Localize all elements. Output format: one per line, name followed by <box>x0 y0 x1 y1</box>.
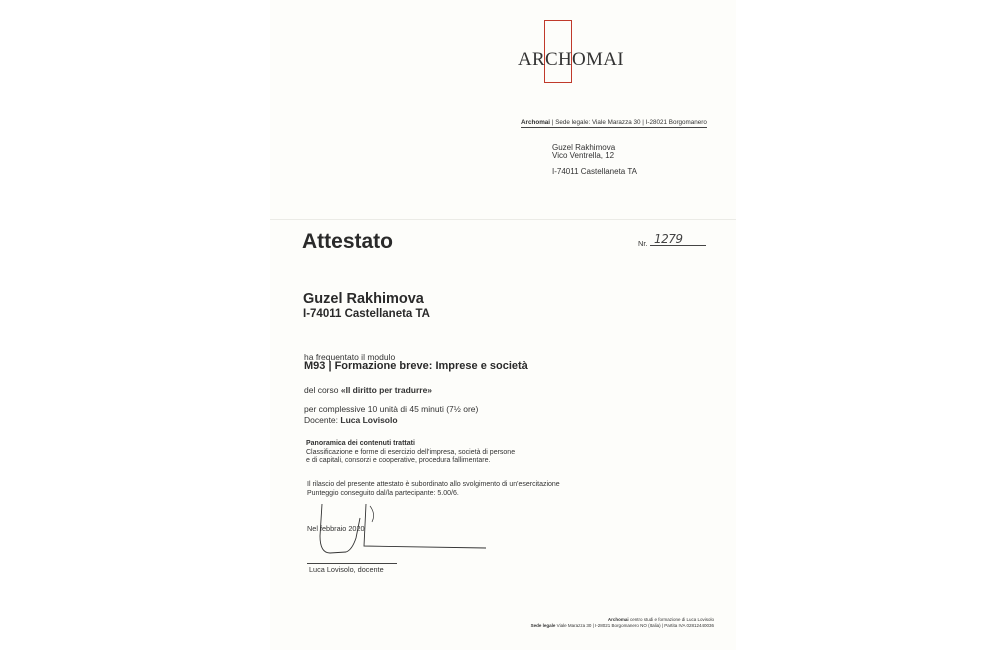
teacher-line: Docente: Luca Lovisolo <box>304 415 398 425</box>
teacher-name: Luca Lovisolo <box>340 415 398 425</box>
recipient-city: I-74011 Castellaneta TA <box>552 167 637 176</box>
overview-line-1: Classificazione e forme di esercizio dell'impresa, società di persone <box>306 449 516 456</box>
recipient-street: Vico Ventrella, 12 <box>552 151 615 160</box>
fold-line <box>270 219 736 220</box>
conditions-line-2: Punteggio conseguito dal/la partecipante: 5.00/6. <box>307 490 459 497</box>
course-name: «Il diritto per tradurre» <box>340 385 433 395</box>
issue-date: Nel febbraio 2020 <box>307 524 365 533</box>
overview-line-2: e di capitali, consorzi e cooperative, procedura fallimentare. <box>306 457 491 464</box>
number-label: Nr. <box>638 239 648 248</box>
module-title: M93 | Formazione breve: Imprese e società <box>304 360 528 372</box>
participant-city: I-74011 Castellaneta TA <box>303 308 430 320</box>
overview-title: Panoramica dei contenuti trattati <box>306 440 415 447</box>
attended-text: ha frequentato il modulo <box>304 352 396 362</box>
number-value: 1279 <box>654 232 683 246</box>
document-title: Attestato <box>302 230 394 253</box>
recipient-name: Guzel Rakhimova <box>552 143 616 152</box>
course-line: del corso «Il diritto per tradurre» <box>304 385 433 395</box>
letterhead-line: Archomai | Sede legale: Viale Marazza 30 | I-28021 Borgomanero <box>521 119 707 126</box>
certificate-page <box>270 0 736 650</box>
letterhead-city: I-28021 Borgomanero <box>645 119 707 126</box>
signature-line <box>307 563 397 564</box>
signatory-name: Luca Lovisolo, docente <box>309 565 384 574</box>
duration-text: per complessive 10 unità di 45 minuti (7½ ore) <box>304 404 479 414</box>
company-logo: ARCHOMAI <box>518 49 624 70</box>
footer-line-2: Sede legale Viale Marazza 30 | I-28021 Borgomanero NO (Italia) | Partita IVA 02812440036 <box>530 623 714 628</box>
number-underline <box>650 245 706 246</box>
letterhead-seat: Sede legale: Viale Marazza 30 <box>555 119 641 126</box>
participant-name: Guzel Rakhimova <box>303 291 424 307</box>
footer-line-1: Archomai centro studi e formazione di Luca Lovisolo <box>607 617 714 622</box>
letterhead-company: Archomai <box>521 119 551 126</box>
conditions-line-1: Il rilascio del presente attestato è subordinato allo svolgimento di un'esercitazione <box>307 481 560 488</box>
